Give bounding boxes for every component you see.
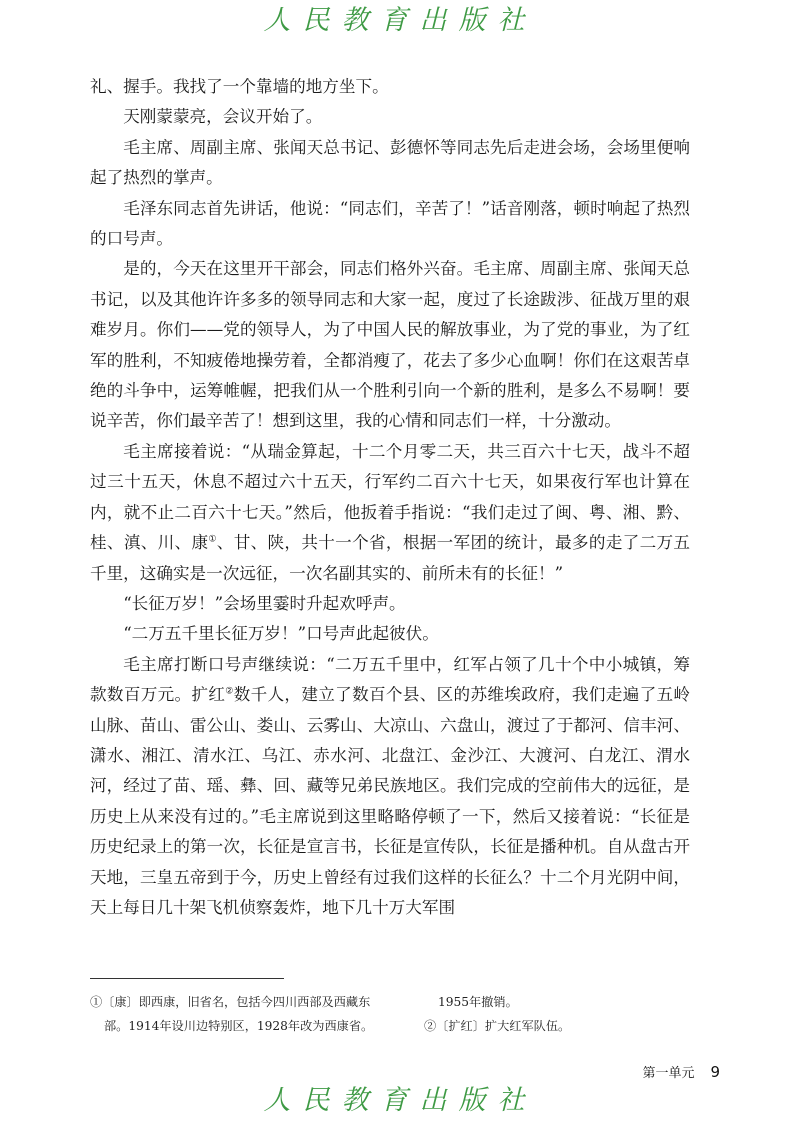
page-footer bbox=[642, 1062, 720, 1081]
footnote-ref-1[interactable]: ① bbox=[208, 534, 217, 545]
article-body bbox=[90, 72, 690, 923]
footnote-ref-2[interactable]: ② bbox=[225, 686, 234, 697]
paragraph-5: 是的，今天在这里开干部会，同志们格外兴奋。毛主席、周副主席、张闻天总书记，以及其他许许多多的领导同志和大家一起，度过了长途跋涉、征战万里的艰难岁月。你们——党的领导人，为了中国人民的解放事业，为了党的事业，为了红军的胜利，不知疲倦地操劳着，全都消瘦了，花去了多少心血啊！你们在这艰苦卓绝的斗争中，运筹帷幄，把我们从一个胜利引向一个新的胜利，是多么不易啊！要说辛苦，你们最辛苦了！想到这里，我的心情和同志们一样，十分激动。 bbox=[90, 259, 690, 431]
page-number: 9 bbox=[710, 1063, 720, 1081]
footnote-1-line-3: 1955年撤销。 bbox=[438, 995, 518, 1009]
footnotes-right-column bbox=[424, 990, 700, 1038]
paragraph-3: 毛主席、周副主席、张闻天总书记、彭德怀等同志先后走进会场，会场里便响起了热烈的掌声。 bbox=[90, 137, 690, 188]
paragraph-6-text-b: 、甘、陕，共十一个省，根据一军团的统计，最多的走了二万五千里，这确实是一次远征，一次名副其实的、前所未有的长征！” bbox=[90, 533, 690, 583]
footnote-2: ②〔扩红〕扩大红军队伍。 bbox=[424, 1019, 571, 1033]
paragraph-1: 礼、握手。我找了一个靠墙的地方坐下。 bbox=[90, 77, 389, 96]
publisher-watermark-bottom: 人民教育出版社 bbox=[263, 1085, 537, 1116]
paragraph-4: 毛泽东同志首先讲话，他说：“同志们，辛苦了！”话音刚落，顿时响起了热烈的口号声。 bbox=[90, 198, 690, 249]
paragraph-9 bbox=[90, 650, 690, 924]
paragraph-9-text-a: 毛主席打断口号声继续说：“二万五千里中，红军占领了几十个中小城镇，筹款数百万元。扩红 bbox=[90, 654, 690, 705]
paragraph-6 bbox=[90, 437, 690, 589]
paragraph-8: “二万五千里长征万岁！”口号声此起彼伏。 bbox=[123, 624, 439, 644]
footnote-1-line-2: 部。1914年设川边特别区，1928年改为西康省。 bbox=[104, 1019, 374, 1033]
unit-label: 第一单元 bbox=[642, 1066, 695, 1081]
footnotes-left-column bbox=[90, 990, 400, 1038]
paragraph-7: “长征万岁！”会场里霎时升起欢呼声。 bbox=[123, 593, 406, 613]
footnote-divider bbox=[90, 978, 284, 979]
paragraph-6-text-a: 毛主席接着说：“从瑞金算起，十二个月零二天，共三百六十七天，战斗不超过三十五天，休息不超过六十五天，行军约二百六十七天，如果夜行军也计算在内，就不止二百六十七天。”然后，他扳着手指说：“我们走过了闽、粤、湘、黔、桂、滇、川、康 bbox=[90, 441, 690, 553]
paragraph-9-text-b: 数千人，建立了数百个县、区的苏维埃政府，我们走遍了五岭山脉、苗山、雷公山、娄山、云雾山、大凉山、六盘山，渡过了于都河、信丰河、潇水、湘江、清水江、乌江、赤水河、北盘江、金沙江、大渡河、白龙江、渭水河，经过了苗、瑶、彝、回、藏等兄弟民族地区。我们完成的空前伟大的远征，是历史上从来没有过的。”毛主席说到这里略略停顿了一下，然后又接着说：“长征是历史纪录上的第一次，长征是宣言书，长征是宣传队，长征是播种机。自从盘古开天地，三皇五帝到于今，历史上曾经有过我们这样的长征么？十二个月光阴中间，天上每日几十架飞机侦察轰炸，地下几十万大军围 bbox=[90, 685, 690, 917]
footnote-1-line-1: ①〔康〕即西康，旧省名，包括今四川西部及西藏东 bbox=[90, 995, 371, 1009]
paragraph-2: 天刚蒙蒙亮，会议开始了。 bbox=[123, 107, 323, 127]
publisher-watermark-top: 人民教育出版社 bbox=[263, 5, 537, 36]
